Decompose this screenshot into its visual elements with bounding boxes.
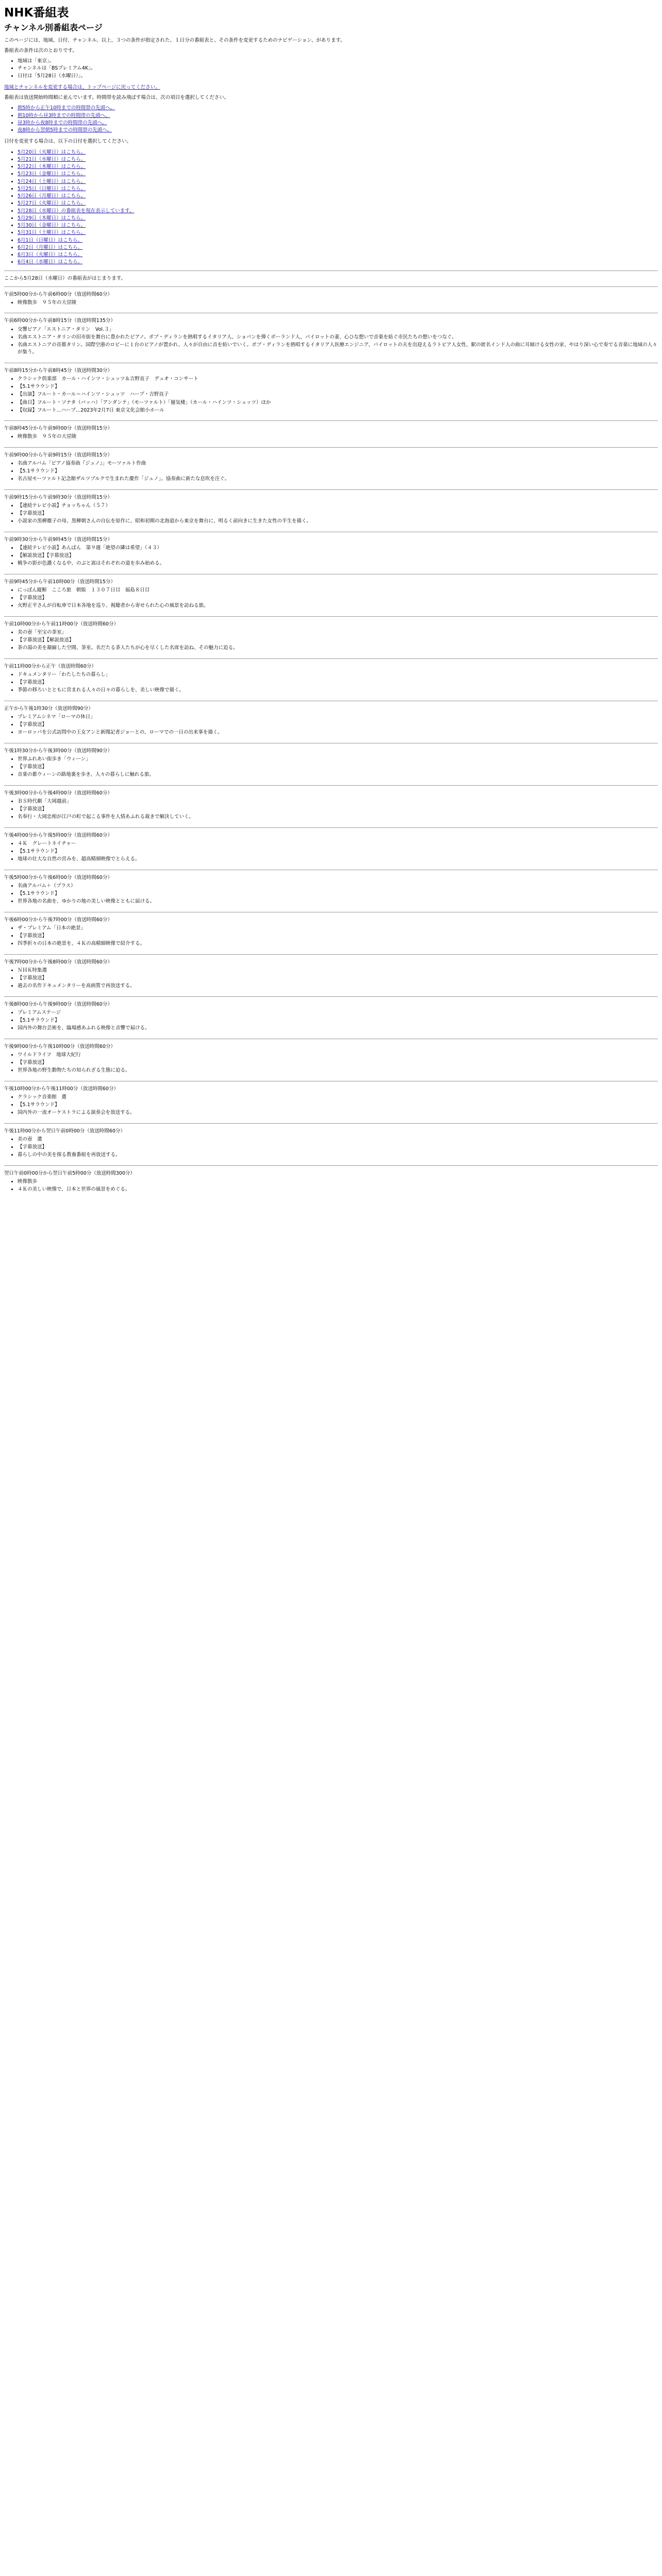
program-line: • 【字幕放送】 xyxy=(18,806,658,813)
date-link[interactable]: 6月2日（月曜日）はこちら。 xyxy=(18,244,83,250)
program-line: • 【字幕放送】 xyxy=(18,595,658,602)
program-block xyxy=(4,1086,658,1117)
program-time: 午後7時00分から午後8時00分（放送時間60分） xyxy=(4,959,112,965)
program-line: • 【字幕放送】 xyxy=(18,1144,658,1151)
date-link-item xyxy=(18,200,658,207)
date-link[interactable]: 5月23日（金曜日）はこちら。 xyxy=(18,171,86,177)
program-line: • 【字幕放送】【解説放送】 xyxy=(18,637,658,644)
program-details xyxy=(4,925,658,948)
date-link-item xyxy=(18,149,658,156)
program-time: 午後8時00分から午後9時00分（放送時間60分） xyxy=(4,1001,112,1007)
date-link[interactable]: 6月1日（日曜日）はこちら。 xyxy=(18,237,83,243)
date-link-item xyxy=(18,193,658,200)
program-line: • クラシック倶楽部 カール・ハインツ・シュッツ＆吉野直子 デュオ・コンサート xyxy=(18,376,658,383)
program-details xyxy=(4,1052,658,1075)
date-link[interactable]: 5月22日（木曜日）はこちら。 xyxy=(18,164,86,170)
time-jump-link[interactable]: 朝5時から正午10時までの時間帯の先頭へ。 xyxy=(18,105,115,111)
program-time: 正午から午後1時30分（放送時間90分） xyxy=(4,705,93,711)
page-title: NHK番組表 xyxy=(4,6,69,20)
program-time: 午後6時00分から午後7時00分（放送時間60分） xyxy=(4,917,112,923)
program-time: 午後5時00分から午後6時00分（放送時間60分） xyxy=(4,874,112,880)
program-block xyxy=(4,1170,658,1194)
program-line: • 【字幕放送】 xyxy=(18,721,658,728)
program-block xyxy=(4,452,658,483)
date-links xyxy=(4,149,658,266)
schedule-start: ここから5月28日（水曜日）の番組表がはじまります。 xyxy=(4,275,126,281)
time-link-item xyxy=(18,112,658,120)
conditions-list xyxy=(4,58,658,80)
program-block xyxy=(4,832,658,863)
program-details xyxy=(4,433,658,440)
program-line: • 国内外の一流オーケストラによる演奏会を放送する。 xyxy=(18,1109,658,1116)
program-time: 午前11時00分から正午（放送時間60分） xyxy=(4,663,96,669)
program-block xyxy=(4,1001,658,1032)
divider xyxy=(4,1165,658,1166)
program-line: • 【5.1サラウンド】 xyxy=(18,383,658,391)
date-link[interactable]: 5月27日（火曜日）はこちら。 xyxy=(18,200,86,207)
program-line: • 【字幕放送】 xyxy=(18,933,658,940)
program-time: 午前9時45分から午前10時00分（放送時間15分） xyxy=(4,579,115,585)
program-line: • 映像散歩 ９５年の大冒険 xyxy=(18,299,658,307)
date-link-item xyxy=(18,251,658,259)
program-time: 翌日午前0時00分から翌日午前5時00分（放送時間300分） xyxy=(4,1170,135,1176)
date-link-item xyxy=(18,208,658,215)
program-line: • ワイルドライフ 地球大紀行 xyxy=(18,1052,658,1059)
program-time: 午後10時00分から午後11時00分（放送時間60分） xyxy=(4,1086,119,1092)
program-line: • ＮＨＫ特集選 xyxy=(18,967,658,974)
divider xyxy=(4,270,658,271)
program-line: • 【5.1サラウンド】 xyxy=(18,468,658,475)
date-link-item xyxy=(18,185,658,193)
program-block xyxy=(4,1128,658,1159)
program-line: • 【連続テレビ小説】あんぱん 第９週「絶望の隣は希望」（４３） xyxy=(18,545,658,552)
condition-item: • 日付は「5月28日（水曜日）」。 xyxy=(18,73,658,80)
program-line: • 名曲エストニアの首都タリン。国際空港のロビーに１台のピアノが置かれ、人々が自由に音を紡いでいく。ボブ・ディランを熱唱するイタリア人医療エンジニア、パイロットの夫を出迎えるラトビア人女性、駅の匿名インド人の曲に耳傾ける女性の家、やはり深い心で奏でる音楽に地域の人々が集う。 xyxy=(18,342,658,357)
date-link[interactable]: 5月30日（金曜日）はこちら。 xyxy=(18,223,86,229)
program-time: 午前5時00分から午前6時00分（放送時間60分） xyxy=(4,291,112,297)
time-link-item xyxy=(18,120,658,127)
program-block xyxy=(4,874,658,906)
program-line: • ザ・プレミアム「日本の絶景」 xyxy=(18,925,658,932)
divider xyxy=(4,785,658,786)
program-line: • ＢＳ時代劇「大岡越前」 xyxy=(18,798,658,805)
program-time: 午前9時00分から午前9時15分（放送時間15分） xyxy=(4,452,112,458)
program-line: • 季節の移ろいとともに営まれる人々の日々の暮らしを、美しい映像で描く。 xyxy=(18,687,658,694)
program-line: • 火野正平さんが自転車で日本各地を巡り、視聴者から寄せられた心の風景を訪ねる旅。 xyxy=(18,602,658,609)
date-link[interactable]: 5月31日（土曜日）はこちら。 xyxy=(18,230,86,236)
divider xyxy=(4,420,658,421)
program-time: 午前8時45分から午前9時00分（放送時間15分） xyxy=(4,426,112,432)
program-time: 午後9時00分から午後10時00分（放送時間60分） xyxy=(4,1043,115,1049)
divider xyxy=(4,489,658,490)
program-block xyxy=(4,790,658,821)
program-block xyxy=(4,536,658,568)
program-details xyxy=(4,545,658,568)
program-line: • 名曲アルバム「ピアノ協奏曲『ジュノ』」モーツァルト作曲 xyxy=(18,460,658,467)
program-line: • 茶の湯の美を凝縮した空間、茶室。名だたる茶人たちが心を尽くした名席を訪ね、その魅力に迫る。 xyxy=(18,645,658,652)
program-line: • 暮らしの中の美を探る教養番組を再放送する。 xyxy=(18,1151,658,1159)
program-line: • 【解説放送】【字幕放送】 xyxy=(18,552,658,560)
program-line: • ４Ｋの美しい映像で、日本と世界の風景をめぐる。 xyxy=(18,1186,658,1193)
date-link[interactable]: 5月26日（月曜日）はこちら。 xyxy=(18,193,86,199)
program-time: 午後11時00分から翌日午前0時00分（放送時間60分） xyxy=(4,1128,125,1134)
date-link-item xyxy=(18,222,658,229)
program-line: • クラシック音楽館 選 xyxy=(18,1094,658,1101)
program-line: • プレミアムシネマ「ローマの休日」 xyxy=(18,714,658,721)
program-block xyxy=(4,748,658,779)
program-line: • 小説家の黒柳徹子の母、黒柳朝さんの自伝を原作に、昭和初期の北海道から東京を舞台に、明るく前向きに生きた女性の半生を描く。 xyxy=(18,518,658,525)
program-time: 午前6時00分から午前8時15分（放送時間135分） xyxy=(4,318,115,324)
time-note: 番組表は放送開始時間順に並んでいます。時間帯を読み飛ばす場合は、次の項目を選択してください。 xyxy=(4,95,229,101)
program-line: • 過去の名作ドキュメンタリーを高画質で再放送する。 xyxy=(18,982,658,990)
program-line: • 【5.1サラウンド】 xyxy=(18,1101,658,1109)
program-time: 午前8時15分から午前8時45分（放送時間30分） xyxy=(4,367,112,374)
program-block xyxy=(4,317,658,356)
time-jump-link[interactable]: 昼3時から夜8時までの時間帯の先頭へ。 xyxy=(18,120,107,126)
program-line: • 【曲目】フルート・ソナタ（バッハ）「アンダンテ」（モーツァルト）「蜃気楼」（カール・ハインツ・シュッツ）ほか xyxy=(18,399,658,406)
program-time: 午後4時00分から午後5時00分（放送時間60分） xyxy=(4,832,112,838)
program-details xyxy=(4,883,658,906)
date-link-item xyxy=(18,229,658,236)
program-line: • 【5.1サラウンド】 xyxy=(18,890,658,897)
time-link-item xyxy=(18,127,658,134)
program-line: • 美の壺 選 xyxy=(18,1136,658,1143)
program-details xyxy=(4,299,658,307)
program-line: • 戦争の影が色濃くなる中、のぶと嵩はそれぞれの道を歩み始める。 xyxy=(18,560,658,567)
program-line: • 【5.1サラウンド】 xyxy=(18,848,658,855)
program-details xyxy=(4,1094,658,1117)
divider xyxy=(4,996,658,997)
program-details xyxy=(4,326,658,357)
program-block xyxy=(4,579,658,610)
program-details xyxy=(4,1009,658,1032)
date-link[interactable]: 5月20日（火曜日）はこちら。 xyxy=(18,149,86,155)
program-time: 午前9時30分から午前9時45分（放送時間15分） xyxy=(4,536,112,543)
program-time: 午後1時30分から午後3時00分（放送時間90分） xyxy=(4,748,112,754)
program-details xyxy=(4,376,658,414)
program-block xyxy=(4,663,658,694)
divider xyxy=(4,827,658,828)
program-details xyxy=(4,1136,658,1159)
program-line: • 【出演】フルート・カール＝ハインツ・シュッツ ハープ・吉野直子 xyxy=(18,391,658,398)
program-block xyxy=(4,917,658,948)
program-line: • にっぽん縦断 こころ旅 朝版 １３０７日目 福島８日目 xyxy=(18,587,658,594)
program-line: • 四季折々の日本の絶景を、４Ｋの高精細映像で紹介する。 xyxy=(18,940,658,947)
change-region-link[interactable]: 地域とチャンネルを変更する場合は、トップページに戻ってください。 xyxy=(4,84,160,90)
program-block xyxy=(4,1043,658,1075)
time-link-item xyxy=(18,105,658,112)
divider xyxy=(4,658,658,659)
program-details xyxy=(4,671,658,694)
program-line: • 交響ピアノ「エストニア・タリン Vol.３」 xyxy=(18,326,658,333)
program-details xyxy=(4,714,658,737)
program-block xyxy=(4,621,658,652)
condition-item: • 地域は「東京」。 xyxy=(18,58,658,65)
program-line: • 地球の壮大な自然の営みを、超高精細映像でとらえる。 xyxy=(18,856,658,863)
program-line: • 名奉行・大岡忠相が江戸の町で起こる事件を人情あふれる裁きで解決していく。 xyxy=(18,814,658,821)
divider xyxy=(4,447,658,448)
date-link-item xyxy=(18,171,658,178)
program-block xyxy=(4,705,658,737)
program-time: 午後3時00分から午後4時00分（放送時間60分） xyxy=(4,790,112,796)
program-line: • プレミアムステージ xyxy=(18,1009,658,1016)
program-details xyxy=(4,1178,658,1194)
program-line: • 【連続テレビ小説】チョッちゃん（５７） xyxy=(18,502,658,510)
program-line: • 国内外の舞台芸術を、臨場感あふれる映像と音響で届ける。 xyxy=(18,1025,658,1032)
program-line: • 音楽の都ウィーンの路地裏を歩き、人々の暮らしに触れる旅。 xyxy=(18,771,658,778)
date-link[interactable]: 6月4日（水曜日）はこちら。 xyxy=(18,259,83,265)
program-details xyxy=(4,460,658,483)
time-links xyxy=(4,105,658,134)
program-details xyxy=(4,502,658,526)
program-line: • ４Ｋ グレートネイチャー xyxy=(18,840,658,848)
date-link[interactable]: 5月21日（水曜日）はこちら。 xyxy=(18,156,86,162)
date-link[interactable]: 5月29日（木曜日）はこちら。 xyxy=(18,215,86,221)
program-line: • 【字幕放送】 xyxy=(18,1059,658,1066)
page-intro: このページには、地域、日付、チャンネル、以上、３つの条件が指定された、１日分の番組表と、その条件を変更するためのナビゲーション、があります。 xyxy=(4,37,345,43)
date-link[interactable]: 5月28日（水曜日）の番組表を現在表示しています。 xyxy=(18,208,135,214)
program-block xyxy=(4,959,658,990)
date-link-item xyxy=(18,156,658,163)
program-line: • 【収録】フルート...ハープ…2023年2月7日 東京文化会館小ホール xyxy=(18,407,658,414)
program-line: • 【字幕放送】 xyxy=(18,510,658,517)
program-line: • 映像散歩 xyxy=(18,1178,658,1185)
condition-item: • チャンネルは「BSプレミアム4K」。 xyxy=(18,65,658,72)
program-details xyxy=(4,629,658,652)
time-jump-link[interactable]: 夜8時から翌朝5時までの時間帯の先頭へ。 xyxy=(18,127,112,133)
divider xyxy=(4,1123,658,1124)
program-details xyxy=(4,756,658,779)
program-line: • 名曲エストニア・タリンの旧市街を舞台に豊かれたピアノ。ボブ・ディランを熱唱するイタリア人、ショパンを弾くポーランド人、パイロットの妻、心ひな想いで音楽を紡ぐ市民たちの想いをつなぐ。 xyxy=(18,334,658,341)
program-details xyxy=(4,967,658,990)
program-line: • 【字幕放送】 xyxy=(18,679,658,686)
program-details xyxy=(4,587,658,610)
program-line: • 【字幕放送】 xyxy=(18,764,658,771)
program-line: • ドキュメンタリー「わたしたちの暮らし」 xyxy=(18,671,658,679)
conditions-label: 番組表の条件は次のとおりです。 xyxy=(4,47,77,54)
program-line: • 世界各地の名曲を、ゆかりの地の美しい映像とともに届ける。 xyxy=(18,898,658,905)
program-time: 午前9時15分から午前9時30分（放送時間15分） xyxy=(4,494,112,500)
page-subtitle: チャンネル別番組表ページ xyxy=(4,22,103,32)
program-line: • 名古屋モーツァルト記念館ザルツブルクで生まれた慶作「ジュノ」。協奏曲に新たな息吹を注ぐ。 xyxy=(18,476,658,483)
program-time: 午前10時00分から午前11時00分（放送時間60分） xyxy=(4,621,119,627)
date-link-item xyxy=(18,215,658,222)
date-link[interactable]: 5月25日（日曜日）はこちら。 xyxy=(18,185,86,192)
program-line: • 美の壺「至宝の茶室」 xyxy=(18,629,658,636)
date-link-item xyxy=(18,237,658,244)
program-line: • 名曲アルバム＋（プラス） xyxy=(18,883,658,890)
program-details xyxy=(4,840,658,863)
program-block xyxy=(4,367,658,415)
program-block xyxy=(4,494,658,526)
program-line: • 【5.1サラウンド】 xyxy=(18,1017,658,1024)
program-block xyxy=(4,291,658,307)
program-line: • 【字幕放送】 xyxy=(18,975,658,982)
time-jump-link[interactable]: 朝10時から昼3時までの時間帯の先頭へ。 xyxy=(18,112,110,118)
divider xyxy=(4,616,658,617)
divider xyxy=(4,286,658,287)
program-block xyxy=(4,425,658,441)
program-line: • 映像散歩 ９５年の大冒険 xyxy=(18,433,658,440)
program-line: • 世界ふれあい街歩き「ウィーン」 xyxy=(18,756,658,763)
divider xyxy=(4,954,658,955)
program-details xyxy=(4,798,658,821)
date-link-item xyxy=(18,163,658,171)
program-line: • 世界各地の野生動物たちの知られざる生態に迫る。 xyxy=(18,1067,658,1074)
date-note: 日付を変更する場合は、以下の日付を選択してください。 xyxy=(4,139,132,145)
date-link[interactable]: 6月3日（火曜日）はこちら。 xyxy=(18,252,83,258)
date-link-item xyxy=(18,178,658,185)
schedule xyxy=(4,291,658,1194)
date-link-item xyxy=(18,259,658,266)
program-line: • ヨーロッパを公式訪問中の王女アンと新聞記者ジョーとの、ローマでの一日の出来事を描く。 xyxy=(18,729,658,736)
date-link[interactable]: 5月24日（土曜日）はこちら。 xyxy=(18,178,86,184)
date-link-item xyxy=(18,244,658,251)
